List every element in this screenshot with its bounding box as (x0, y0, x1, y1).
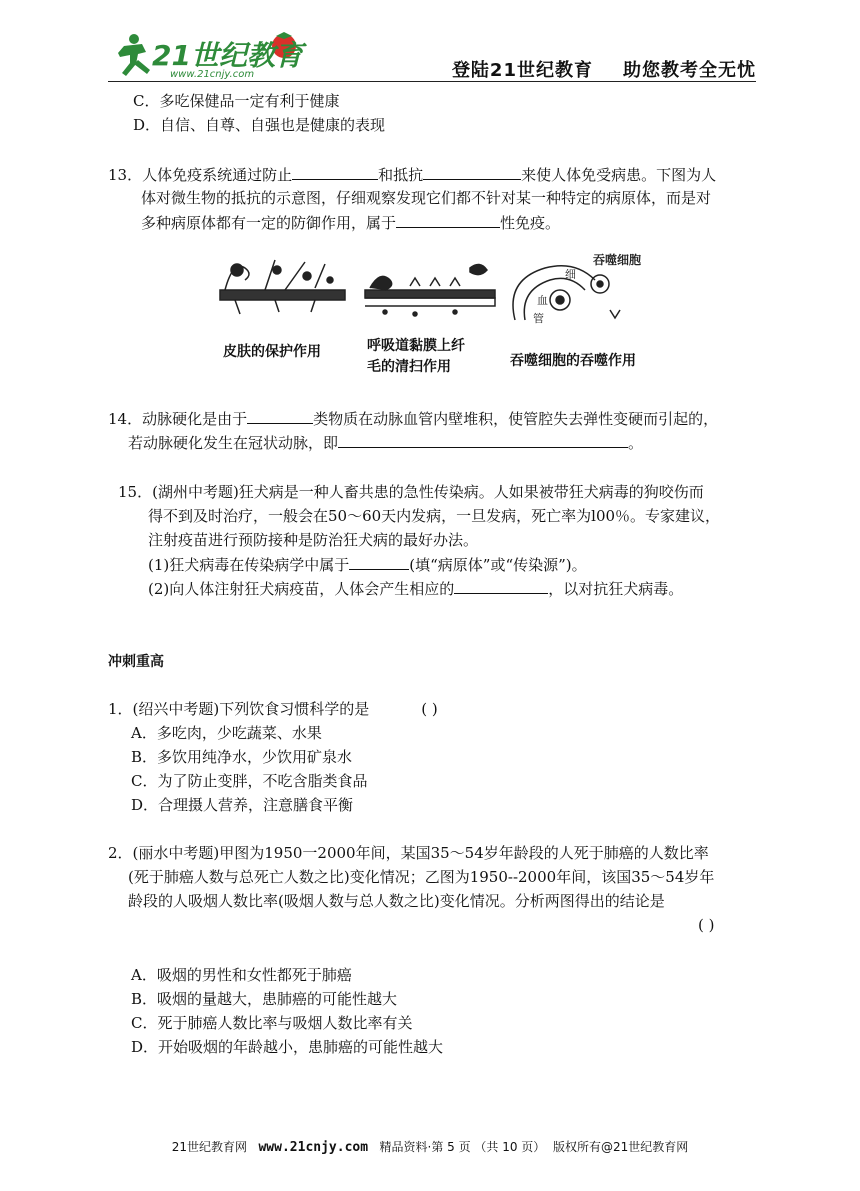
c2-option-a[interactable]: A．吸烟的男性和女性都死于肺癌 (131, 966, 352, 984)
q14-stem-b: 类物质在动脉血管内壁堆积，使管腔失去弹性变硬而引起的， (313, 410, 719, 428)
slogan-right: 助您教考全无忧 (623, 60, 756, 81)
c1-stem-text: 1．(绍兴中考题)下列饮食习惯科学的是 (108, 700, 370, 718)
page-footer (0, 1138, 860, 1155)
svg-text:吞噬细胞: 吞噬细胞 (593, 253, 642, 267)
c2-option-c[interactable]: C．死于肺癌人数比率与吸烟人数比率有关 (131, 1014, 413, 1032)
prev-option-c: C．多吃保健品一定有利于健康 (133, 92, 340, 110)
footer-site: 21世纪教育网 (171, 1140, 248, 1154)
q13-line1 (108, 164, 716, 185)
q13-stem-b: 和抵抗 (378, 166, 424, 184)
q13-stem-a: 13．人体免疫系统通过防止 (108, 166, 293, 184)
header-divider (108, 81, 756, 82)
svg-text:www.21cnjy.com: www.21cnjy.com (170, 69, 255, 80)
svg-text:血: 血 (537, 294, 548, 307)
svg-text:细: 细 (565, 268, 576, 281)
slogan-left: 登陆21世纪教育 (451, 60, 593, 81)
immune-defense-figure (215, 250, 665, 380)
caption-respiratory-2: 毛的清扫作用 (367, 359, 451, 375)
q15-sub1-b: (填“病原体”或“传染源”)。 (409, 556, 587, 574)
q15-sub1-a: (1)狂犬病毒在传染病学中属于 (148, 556, 350, 574)
section-title: 冲刺重高 (108, 654, 164, 670)
q13-line2: 体对微生物的抵抗的示意图，仔细观察发现它们都不针对某一种特定的病原体，而是对 (141, 189, 712, 207)
q15-sub2-a: (2)向人体注射狂犬病疫苗，人体会产生相应的 (148, 580, 455, 598)
c2-option-b[interactable]: B．吸烟的量越大，患肺癌的可能性越大 (131, 990, 398, 1008)
answer-blank[interactable] (338, 432, 628, 448)
q13-stem-e: 性免疫。 (500, 214, 561, 232)
answer-blank[interactable] (292, 164, 378, 180)
q14-stem-c: 若动脉硬化发生在冠状动脉，即 (128, 434, 339, 452)
answer-blank[interactable] (349, 554, 409, 570)
q13-line3 (141, 212, 560, 233)
header-slogan (0, 56, 756, 82)
footer-page-info: 精品资料·第 5 页 （共 10 页） (379, 1140, 546, 1154)
q14-stem-d: 。 (628, 434, 644, 452)
respiratory-panel (365, 264, 495, 316)
answer-blank[interactable] (396, 212, 500, 228)
c2-answer-paren[interactable]: ( ) (698, 916, 715, 934)
answer-blank[interactable] (247, 408, 313, 424)
c1-option-d[interactable]: D．合理摄人营养，注意膳食平衡 (131, 796, 354, 814)
caption-skin: 皮肤的保护作用 (223, 344, 321, 360)
q15-line1: 15．(湖州中考题)狂犬病是一种人畜共患的急性传染病。人如果被带狂犬病毒的狗咬伤而 (118, 483, 704, 501)
q15-sub1 (148, 554, 587, 575)
c1-stem (108, 699, 438, 719)
c2-line1: 2．(丽水中考题)甲图为1950一2000年间，某国35～54岁年龄段的人死于肺癌的人数比率 (108, 844, 709, 862)
svg-text:21世纪教育: 21世纪教育 (152, 39, 303, 72)
q15-line2: 得不到及时治疗，一般会在50～60天内发病，一旦发病，死亡率为l00％。专家建议， (148, 507, 721, 525)
answer-blank[interactable] (454, 578, 548, 594)
skin-panel (220, 260, 345, 314)
prev-option-d: D．自信、自尊、自强也是健康的表现 (133, 116, 386, 134)
answer-blank[interactable] (423, 164, 521, 180)
c1-option-c[interactable]: C．为了防止变胖，不吃含脂类食品 (131, 772, 368, 790)
phagocyte-panel (513, 252, 641, 325)
q15-line3: 注射疫苗进行预防接种是防治狂犬病的最好办法。 (148, 531, 479, 549)
q14-stem-a: 14．动脉硬化是由于 (108, 410, 248, 428)
q14-line1 (108, 408, 718, 429)
q13-stem-c: 来使人体免受病患。下图为人 (521, 166, 717, 184)
q15-sub2 (148, 578, 683, 599)
caption-respiratory-1: 呼吸道黏膜上纤 (367, 338, 465, 354)
c2-line2: (死于肺癌人数与总死亡人数之比)变化情况；乙图为1950--2000年间，该国35～54岁年 (128, 868, 715, 886)
q15-sub2-b: ，以对抗狂犬病毒。 (548, 580, 684, 598)
c1-option-b[interactable]: B．多饮用纯净水，少饮用矿泉水 (131, 748, 353, 766)
c2-line3: 龄段的人吸烟人数比率(吸烟人数与总人数之比)变化情况。分析两图得出的结论是 (128, 892, 665, 910)
c1-answer-paren[interactable]: ( ) (421, 700, 438, 718)
svg-text:管: 管 (533, 312, 544, 325)
c1-option-a[interactable]: A．多吃肉，少吃蔬菜、水果 (131, 724, 322, 742)
caption-phagocyte: 吞噬细胞的吞噬作用 (510, 353, 636, 369)
c2-option-d[interactable]: D．开始吸烟的年龄越小，患肺癌的可能性越大 (131, 1038, 444, 1056)
q14-line2 (128, 432, 643, 453)
footer-url[interactable]: www.21cnjy.com (258, 1140, 369, 1155)
footer-copyright: 版权所有@21世纪教育网 (552, 1140, 689, 1154)
q13-stem-d: 多种病原体都有一定的防御作用，属于 (141, 214, 397, 232)
